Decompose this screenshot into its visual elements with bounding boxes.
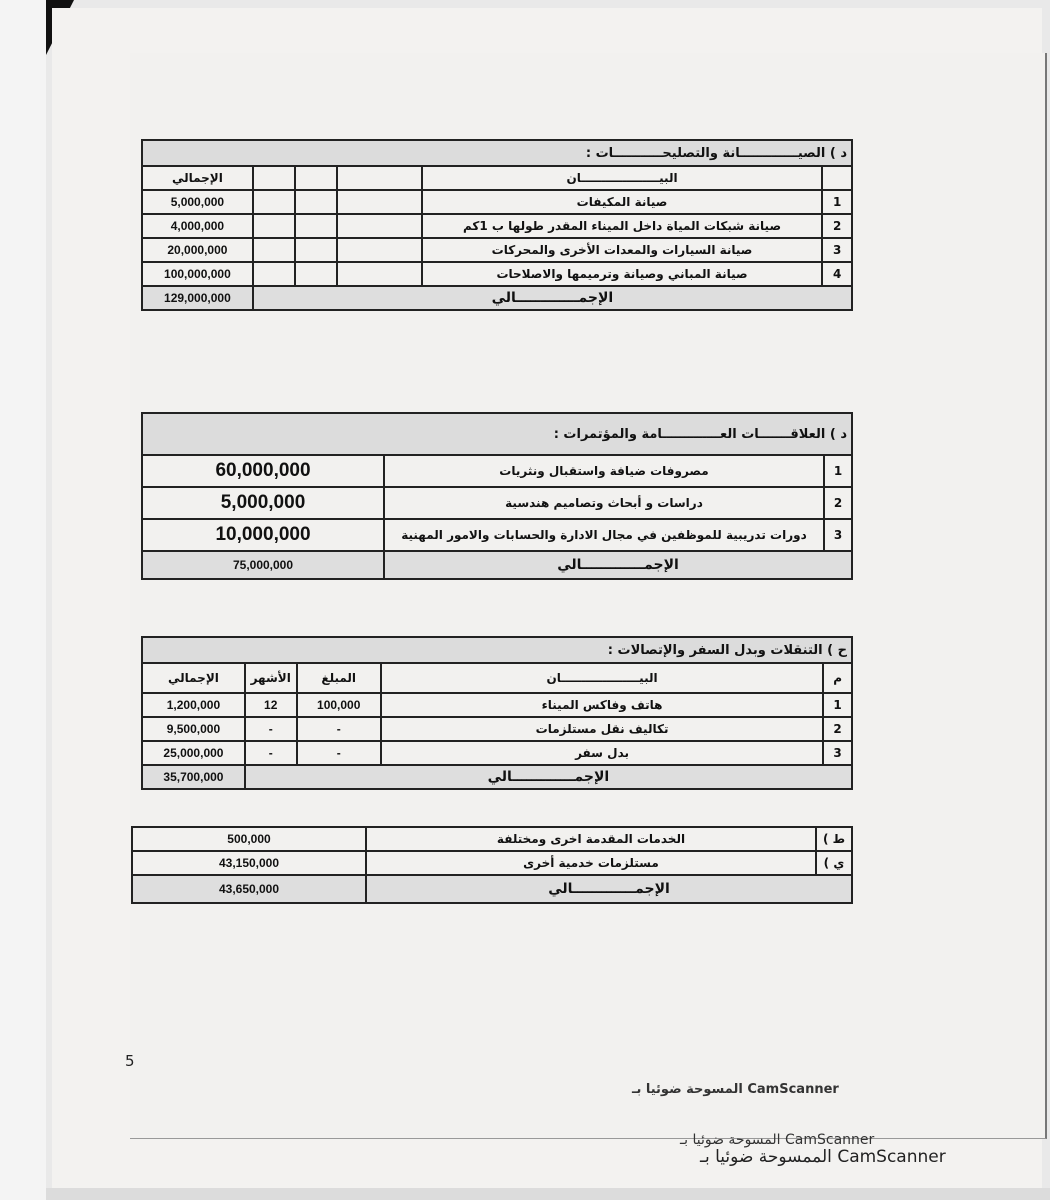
total-label: الإجمـــــــــــــالي (366, 875, 852, 903)
page-number: 5 (125, 1052, 135, 1070)
relations-total-row (142, 551, 852, 579)
total-value: 35,700,000 (142, 765, 245, 789)
table-row: ط ) الخدمات المقدمة اخرى ومختلفة 500,000 (132, 827, 852, 851)
maintenance-table (141, 139, 853, 311)
travel-header (142, 637, 852, 663)
table-row: 1 مصروفات ضيافة واستقبال ونثريات 60,000,000 (142, 455, 852, 487)
col-total: الإجمالي (142, 166, 253, 190)
camscanner-watermark: المسوحة ضوئيا بـ CamScanner (632, 1082, 839, 1097)
col-amount: المبلغ (297, 663, 381, 693)
travel-letter: ح ) (827, 642, 847, 658)
table-row: 2 صيانة شبكات المياة داخل الميناء المقدر طولها ب 1كم 4,000,000 (142, 214, 852, 238)
services-total-row (132, 875, 852, 903)
bottom-edge (46, 1188, 1050, 1200)
relations-header (142, 413, 852, 455)
camscanner-watermark-outer: الممسوحة ضوئيا بـ CamScanner (700, 1147, 946, 1167)
col-desc: البيـــــــــــــــــــان (381, 663, 823, 693)
col-months: الأشهر (245, 663, 297, 693)
total-value: 43,650,000 (132, 875, 366, 903)
total-value: 129,000,000 (142, 286, 253, 310)
relations-table (141, 412, 853, 580)
total-label: الإجمـــــــــــــالي (384, 551, 852, 579)
table-row: 1 صيانة المكيفات 5,000,000 (142, 190, 852, 214)
maintenance-title: الصيـــــــــــــانة والتصليحـــــــــــات : (585, 145, 826, 161)
col-n: م (823, 663, 852, 693)
travel-col-headers (142, 663, 852, 693)
travel-title: التنقلات وبدل السفر والإتصالات : (607, 642, 823, 658)
total-label: الإجمـــــــــــــالي (245, 765, 852, 789)
left-margin (0, 0, 46, 1200)
table-row: 2 تكاليف نقل مستلزمات - - 9,500,000 (142, 717, 852, 741)
table-row: ي ) مستلزمات خدمية أخرى 43,150,000 (132, 851, 852, 875)
maintenance-letter: د ) (829, 145, 847, 161)
relations-letter: د ) (829, 426, 847, 442)
travel-table (141, 636, 853, 790)
travel-total-row (142, 765, 852, 789)
maintenance-header (142, 140, 852, 166)
total-value: 75,000,000 (142, 551, 384, 579)
table-row: 1 هاتف وفاكس الميناء 100,000 12 1,200,000 (142, 693, 852, 717)
col-desc: البيـــــــــــــــــــان (422, 166, 823, 190)
maintenance-total-row (142, 286, 852, 310)
table-row: 2 دراسات و أبحاث وتصاميم هندسية 5,000,000 (142, 487, 852, 519)
table-row: 4 صيانة المباني وصيانة وترميمها والاصلاحات 100,000,000 (142, 262, 852, 286)
total-label: الإجمـــــــــــــالي (253, 286, 852, 310)
maintenance-col-headers (142, 166, 852, 190)
relations-title: العلاقـــــــات العـــــــــــــامة والمؤتمرات : (553, 426, 826, 442)
services-table (131, 826, 853, 904)
table-row: 3 بدل سفر - - 25,000,000 (142, 741, 852, 765)
col-total: الإجمالي (142, 663, 245, 693)
table-row: 3 دورات تدريبية للموظفين في مجال الادارة والحسابات والامور المهنية 10,000,000 (142, 519, 852, 551)
camscanner-watermark-cut: المسوحة ضوئيا بـ CamScanner (680, 1132, 875, 1148)
table-row: 3 صيانة السيارات والمعدات الأخرى والمحركات 20,000,000 (142, 238, 852, 262)
